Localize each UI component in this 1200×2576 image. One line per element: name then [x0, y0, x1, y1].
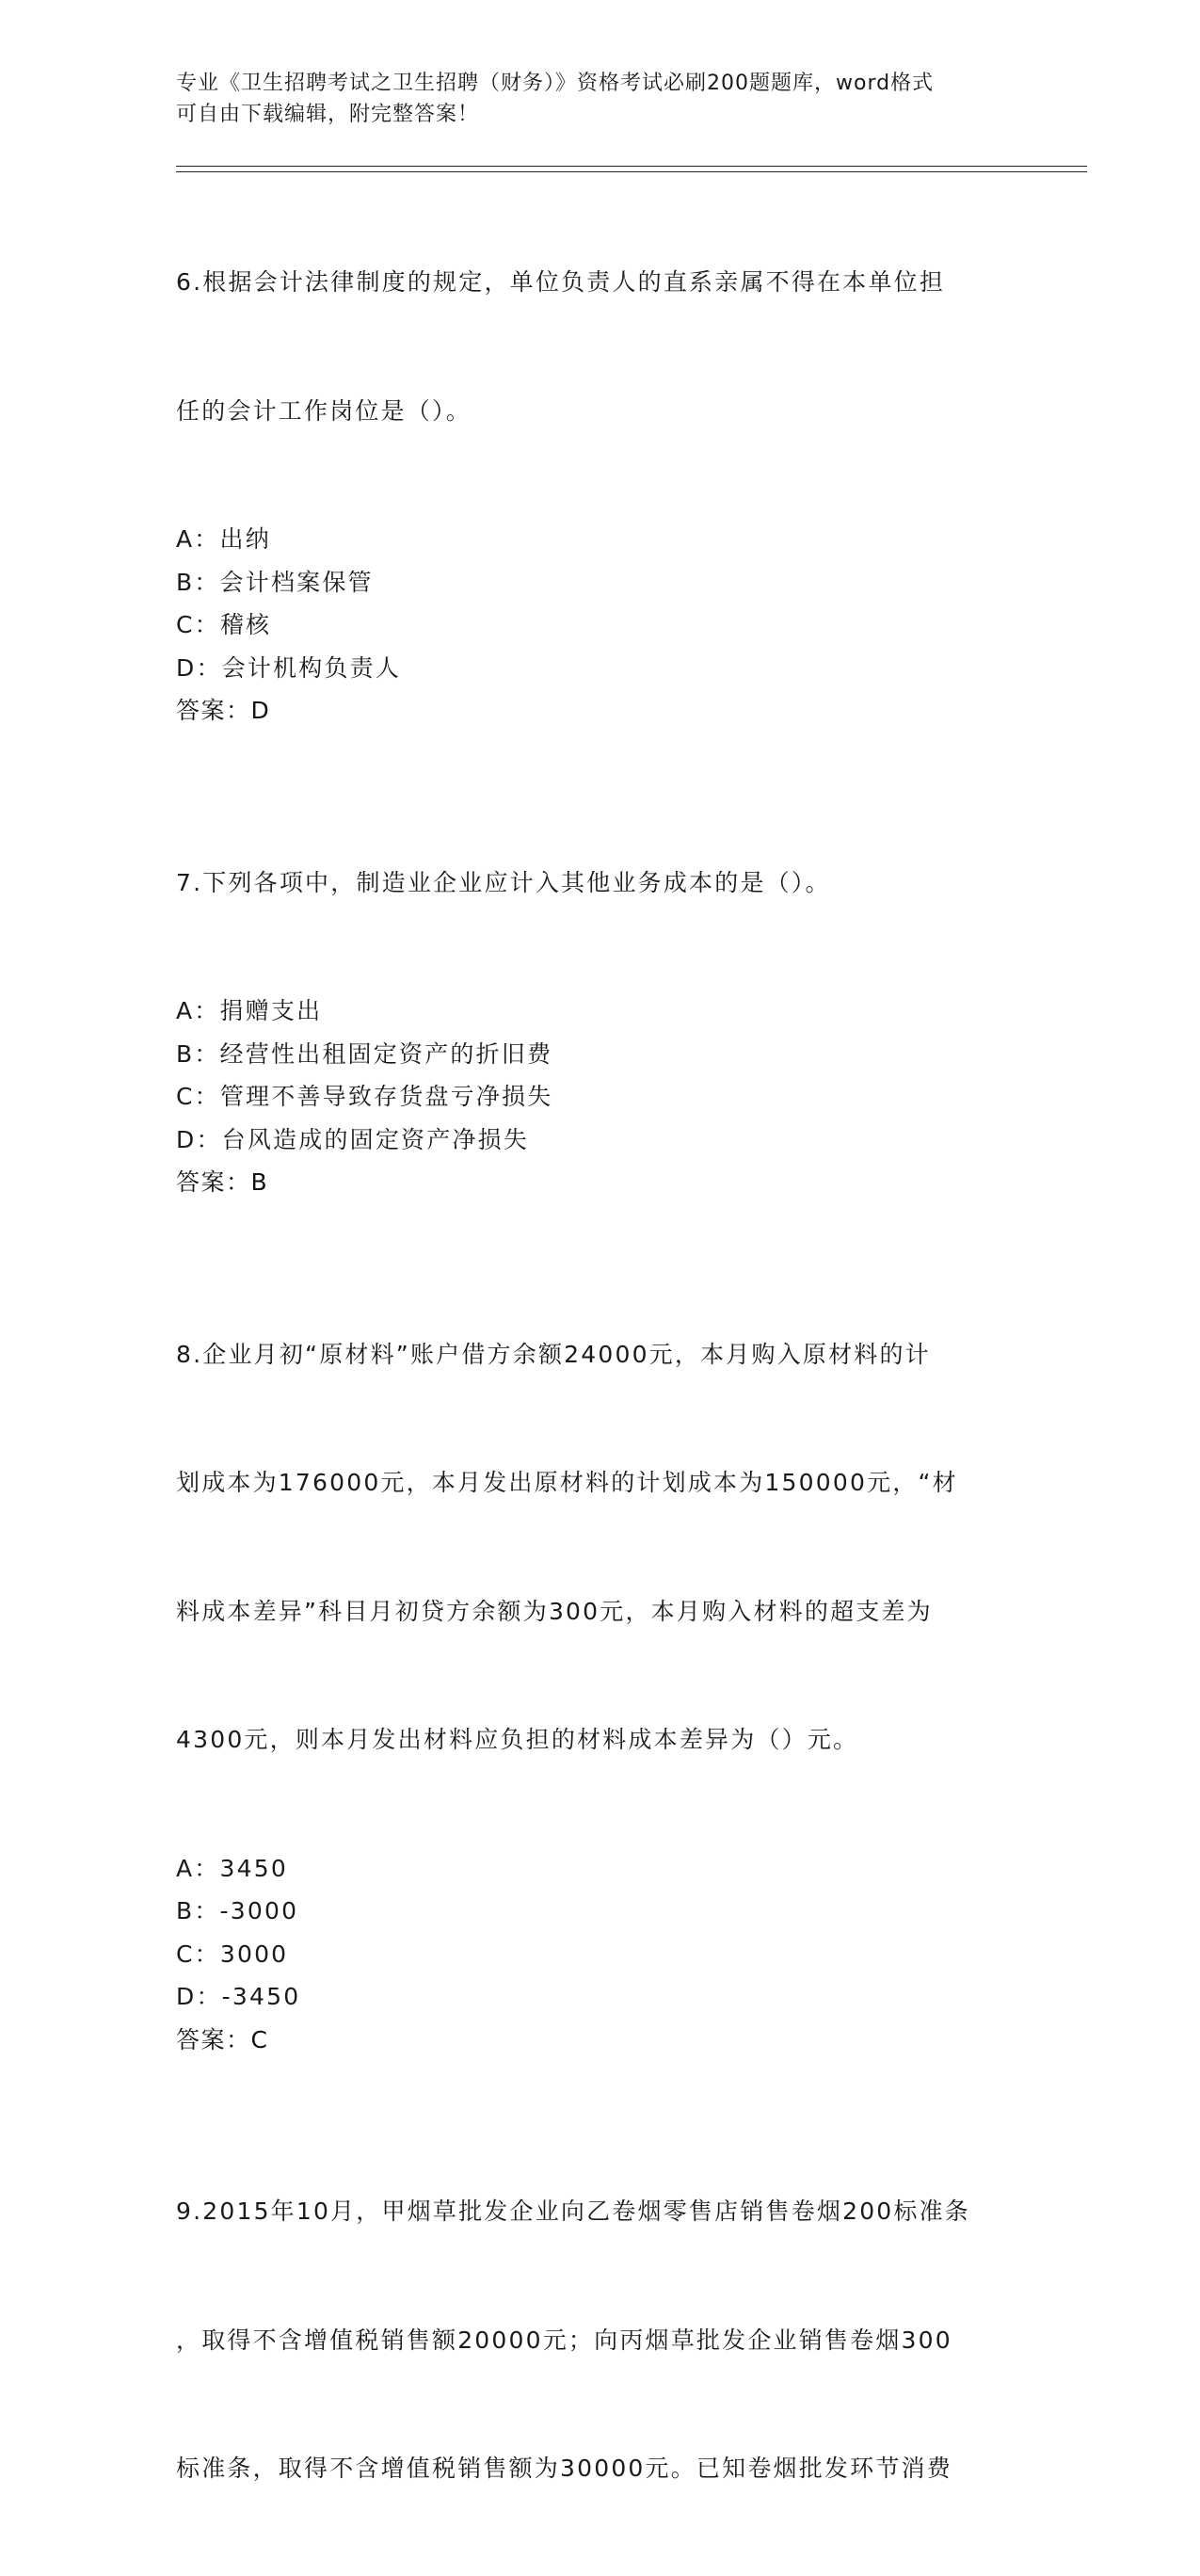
answer-line: 答案：C	[176, 2025, 269, 2053]
option-c: C：稽核	[176, 611, 272, 638]
answer-line: 答案：D	[176, 697, 271, 724]
stem-line: 4300元，则本月发出材料应负担的材料成本差异为（）元。	[176, 1726, 859, 1753]
stem-line: 9.2015年10月，甲烟草批发企业向乙卷烟零售店销售卷烟200标准条	[176, 2198, 971, 2225]
question-stem	[176, 175, 1023, 518]
option-d: D：-3450	[176, 1983, 301, 2010]
stem-line: 7.下列各项中，制造业企业应计入其他业务成本的是（）。	[176, 868, 831, 896]
stem-line: ，取得不含增值税销售额20000元；向丙烟草批发企业销售卷烟300	[176, 2326, 952, 2354]
stem-line: 6.根据会计法律制度的规定，单位负责人的直系亲属不得在本单位担	[176, 268, 946, 296]
stem-line: 8.企业月初“原材料”账户借方余额24000元，本月购入原材料的计	[176, 1340, 931, 1368]
answer-line: 答案：B	[176, 1168, 269, 1196]
option-d: D：台风造成的固定资产净损失	[176, 1125, 530, 1153]
header-divider-top	[176, 166, 1087, 167]
document-header	[176, 68, 1004, 130]
option-c: C：管理不善导致存货盘亏净损失	[176, 1083, 553, 1110]
option-d: D：会计机构负责人	[176, 653, 402, 682]
question-stem	[176, 2104, 1023, 2576]
question-9	[176, 2104, 1023, 2576]
option-b: B：-3000	[176, 1897, 299, 1924]
option-a: A：3450	[176, 1854, 288, 1882]
question-6	[176, 175, 1023, 733]
spacer	[176, 2061, 1023, 2104]
question-stem	[176, 1248, 1023, 1847]
option-a: A：捐赠支出	[176, 997, 323, 1024]
stem-line: 标准条，取得不含增值税销售额为30000元。已知卷烟批发环节消费	[176, 2455, 952, 2482]
header-divider-bottom	[176, 171, 1087, 172]
header-line-1: 专业《卫生招聘考试之卫生招聘（财务）》资格考试必刷200题题库，word格式	[176, 72, 935, 95]
question-8	[176, 1248, 1023, 2062]
option-a: A：出纳	[176, 525, 271, 553]
question-list	[176, 175, 1023, 2576]
option-b: B：经营性出租固定资产的折旧费	[176, 1039, 553, 1068]
stem-line: 料成本差异”科目月初贷方余额为300元，本月购入材料的超支差为	[176, 1597, 933, 1625]
stem-line: 任的会计工作岗位是（）。	[176, 396, 472, 425]
option-c: C：3000	[176, 1940, 289, 1968]
spacer	[176, 1204, 1023, 1248]
stem-line: 划成本为176000元，本月发出原材料的计划成本为150000元，“材	[176, 1469, 958, 1496]
question-7	[176, 776, 1023, 1204]
spacer	[176, 733, 1023, 776]
question-stem	[176, 776, 1023, 990]
header-line-2: 可自由下载编辑，附完整答案！	[176, 103, 480, 126]
option-b: B：会计档案保管	[176, 568, 374, 596]
